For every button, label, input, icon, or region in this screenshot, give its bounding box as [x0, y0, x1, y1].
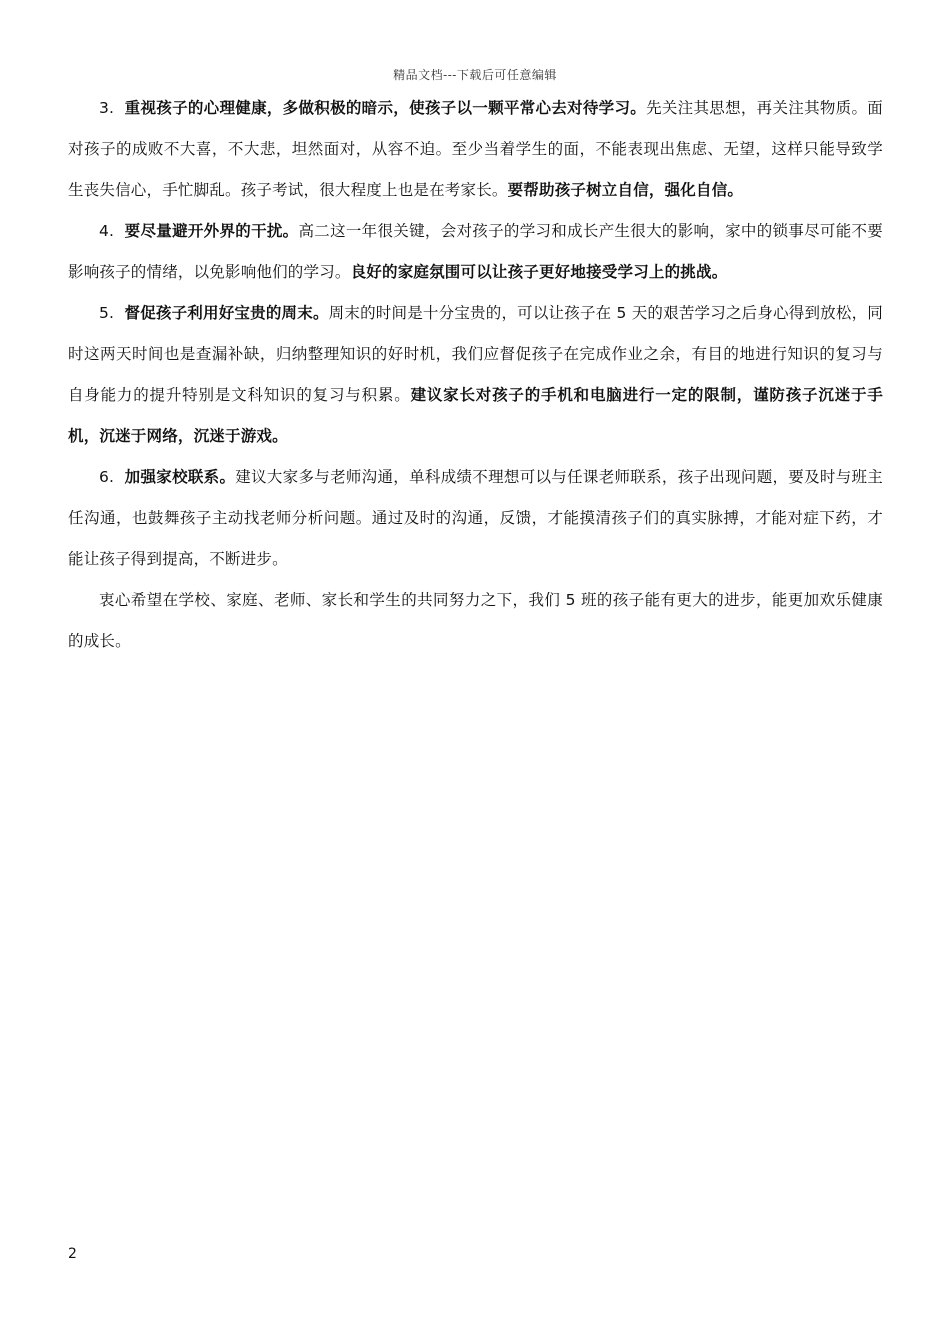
item-text: 建议大家多与老师沟通，单科成绩不理想可以与任课老师联系，孩子出现问题，要及时与班主任沟通，也鼓舞孩子主动找老师分析问题。通过及时的沟通，反馈，才能摸清孩子们的真实脉搏，才能对症下药，才能让孩子得到提高，不断进步。 [68, 468, 884, 568]
list-item-5 [68, 293, 883, 457]
item-text: 周末的时间是十分宝贵的，可以让孩子在 5 天的艰苦学习之后身心得到放松，同时这两天时间也是查漏补缺，归纳整理知识的好时机，我们应督促孩子在完成作业之余，有目的地进行知识的复习与自身能力的提升特别是文科知识的复习与积累。 [68, 304, 883, 404]
document-body [68, 88, 883, 662]
list-item-3 [68, 88, 883, 211]
item-text: 高二这一年很关键，会对孩子的学习和成长产生很大的影响，家中的锁事尽可能不要影响孩子的情绪，以免影响他们的学习。 [68, 222, 884, 281]
list-item-4 [68, 211, 883, 293]
item-number: 3. [99, 99, 115, 117]
item-heading: 加强家校联系。 [124, 468, 236, 486]
page-number: 2 [68, 1246, 77, 1262]
item-heading: 督促孩子利用好宝贵的周末。 [124, 304, 329, 322]
item-heading: 重视孩子的心理健康，多做积极的暗示，使孩子以一颗平常心去对待学习。 [124, 99, 647, 117]
list-item-6 [68, 457, 883, 580]
item-number: 4. [99, 222, 115, 240]
item-emphasis: 要帮助孩子树立自信，强化自信。 [507, 181, 744, 199]
item-number: 6. [99, 468, 115, 486]
item-emphasis: 良好的家庭氛围可以让孩子更好地接受学习上的挑战。 [350, 263, 728, 281]
closing-paragraph: 衷心希望在学校、家庭、老师、家长和学生的共同努力之下，我们 5 班的孩子能有更大的进步，能更加欢乐健康的成长。 [68, 591, 883, 650]
item-heading: 要尽量避开外界的干扰。 [124, 222, 299, 240]
page-header: 精品文档---下载后可任意编辑 [393, 68, 557, 82]
item-number: 5. [99, 304, 115, 322]
item-text: 先关注其思想，再关注其物质。面对孩子的成败不大喜，不大悲，坦然面对，从容不迫。至少当着学生的面，不能表现出焦虑、无望，这样只能导致学生丧失信心，手忙脚乱。孩子考试，很大程度上也是在考家长。 [68, 99, 883, 199]
item-emphasis: 建议家长对孩子的手机和电脑进行一定的限制，谨防孩子沉迷于手机，沉迷于网络，沉迷于游戏。 [68, 386, 883, 445]
